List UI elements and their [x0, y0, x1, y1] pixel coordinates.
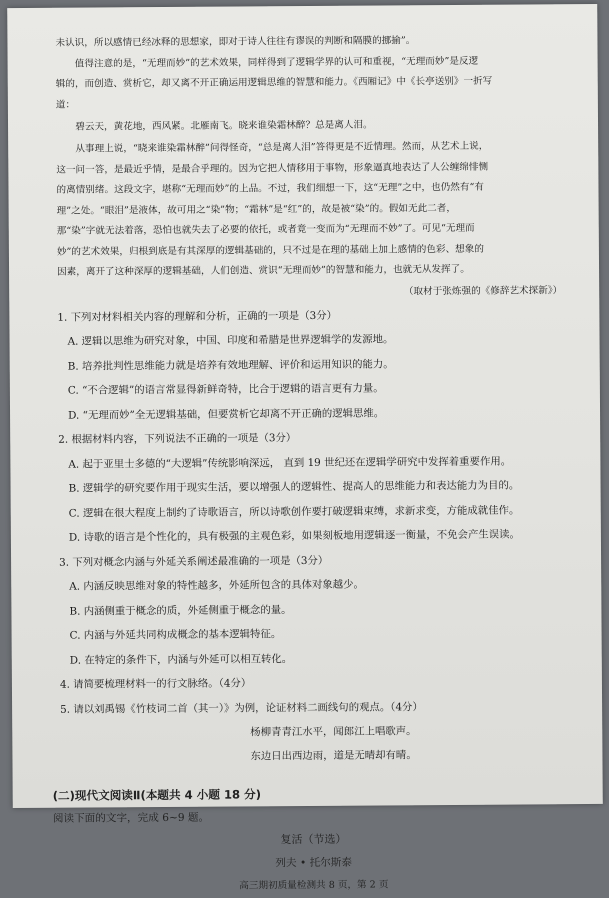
- passage-line: 辑的，而创造、赏析它，却又离不开正确运用逻辑思维的智慧和能力。《西厢记》中《长亭送别》一折写: [55, 75, 493, 90]
- excerpt-title: 复活（节选）: [280, 832, 347, 847]
- option-d: D. “无理而妙”全无逻辑基础，但要赏析它却离不开正确的逻辑思维。: [68, 406, 385, 422]
- question-stem: 3. 下列对概念内涵与外延关系阐述最准确的一项是（3分）: [59, 554, 329, 569]
- question-stem: 2. 根据材料内容，下列说法不正确的一项是（3分）: [58, 432, 297, 446]
- q5-poem-line: 杨柳青青江水平，闻郎江上唱歌声。: [250, 725, 417, 739]
- quoted-poem: 碧云天，黄花地，西风紧。北雁南飞。晓来谁染霜林醉？总是离人泪。: [75, 119, 373, 133]
- passage-line: 这一问一答，是最近乎情，是最合乎理的。因为它把人情移用于事物，形象逼真地表达了人公缠绵悱恻: [56, 161, 489, 176]
- question-2: [58, 424, 564, 550]
- option-c: C. 逻辑在很大程度上制约了诗歌语言，所以诗歌创作要打破逻辑束缚，求新求变，方能成就佳作。: [68, 504, 520, 520]
- passage-line: 道：: [55, 99, 76, 111]
- excerpt-author: 列夫 • 托尔斯泰: [275, 856, 352, 870]
- passage-line: 妙”的艺术效果，归根到底是有其深厚的逻辑基础的，只不过是在理的基础上加上感情的色彩、想象的: [56, 243, 484, 258]
- question-3: [59, 547, 565, 673]
- option-a: A. 起于亚里士多德的“大逻辑”传统影响深远， 直到 19 世纪还在逻辑学研究中发挥着重要作用。: [68, 455, 512, 471]
- passage-line: 因素，离开了这种深厚的逻辑基础，人们创造、赏识“无理而妙”的智慧和能力，也就无从发挥了。: [57, 263, 470, 278]
- option-b: B. 培养批判性思维能力就是培养有效地理解、评价和运用知识的能力。: [67, 357, 394, 373]
- passage-line: 值得注意的是，“无理而妙”的艺术效果，同样得到了逻辑学界的认可和重视，“无理而妙”是反逻: [74, 55, 479, 70]
- option-c: C. “不合逻辑”的语言常显得新鲜奇特，比合于逻辑的语言更有力量。: [67, 382, 384, 397]
- passage-line: 那“染”字就无法着落，恐怕也就失去了必要的依托，或者竟一变而为“无理而不妙”了。可见“无理而: [56, 222, 475, 237]
- passage-line: 未认识，所以感情已经冰释的思想家，即对于诗人往往有谬误的判断和隔膜的挪揄”。: [55, 35, 416, 49]
- passage-line: 理”之处。“眼泪”是液体，故可用之“染”物；“霜林”是“红”的，故是被“染”的。假如无此二者，: [56, 202, 456, 217]
- question-4-stem: 4. 请简要梳理材料一的行文脉络。（4分）: [59, 677, 252, 691]
- passage-source: （取材于张炼强的《修辞艺术探新》）: [403, 284, 563, 297]
- exam-paper-page: [7, 4, 603, 892]
- passage-line: 的离情别绪。这段文字，堪称“无理而妙”的上品。不过，我们细想一下，这“无理”之中，也仍然有“有: [56, 181, 484, 196]
- page-content: [52, 30, 566, 898]
- passage-line: 从事理上说，“晓来谁染霜林醉”问得怪奇，“总是离人泪”答得更是不近情理。然而，从艺术上说，: [75, 140, 489, 155]
- option-a: A. 内涵反映思维对象的特性越多，外延所包含的具体对象越少。: [69, 578, 364, 593]
- page-footer: 高三期初质量检测共 8 页，第 2 页: [239, 879, 389, 892]
- question-stem: 1. 下列对材料相关内容的理解和分析，正确的一项是（3分）: [57, 309, 338, 324]
- question-1: [57, 302, 563, 428]
- option-c: C. 内涵与外延共同构成概念的基本逻辑特征。: [69, 628, 282, 642]
- option-b: B. 逻辑学的研究要作用于现实生活，要以增强人的逻辑性、提高人的思维能力和表达能力为目的。: [68, 479, 520, 495]
- option-b: B. 内涵侧重于概念的质，外延侧重于概念的量。: [69, 603, 292, 618]
- section-heading: (二)现代文阅读Ⅱ(本题共 4 小题 18 分): [52, 787, 262, 803]
- option-a: A. 逻辑以思维为研究对象，中国、印度和希腊是世界逻辑学的发源地。: [67, 333, 394, 348]
- section-instruction: 阅读下面的文字，完成 6~9 题。: [52, 811, 210, 825]
- option-d: D. 在特定的条件下，内涵与外延可以相互转化。: [69, 652, 293, 667]
- q5-poem-line: 东边日出西边雨，道是无晴却有晴。: [250, 749, 417, 763]
- option-d: D. 诗歌的语言是个性化的，具有极强的主观色彩，如果刻板地用逻辑逐一衡量，不免会产生误读。: [68, 528, 520, 544]
- question-5-stem: 5. 请以刘禹锡《竹枝词二首（其一）》为例，论证材料二画线句的观点。（4分）: [60, 700, 423, 716]
